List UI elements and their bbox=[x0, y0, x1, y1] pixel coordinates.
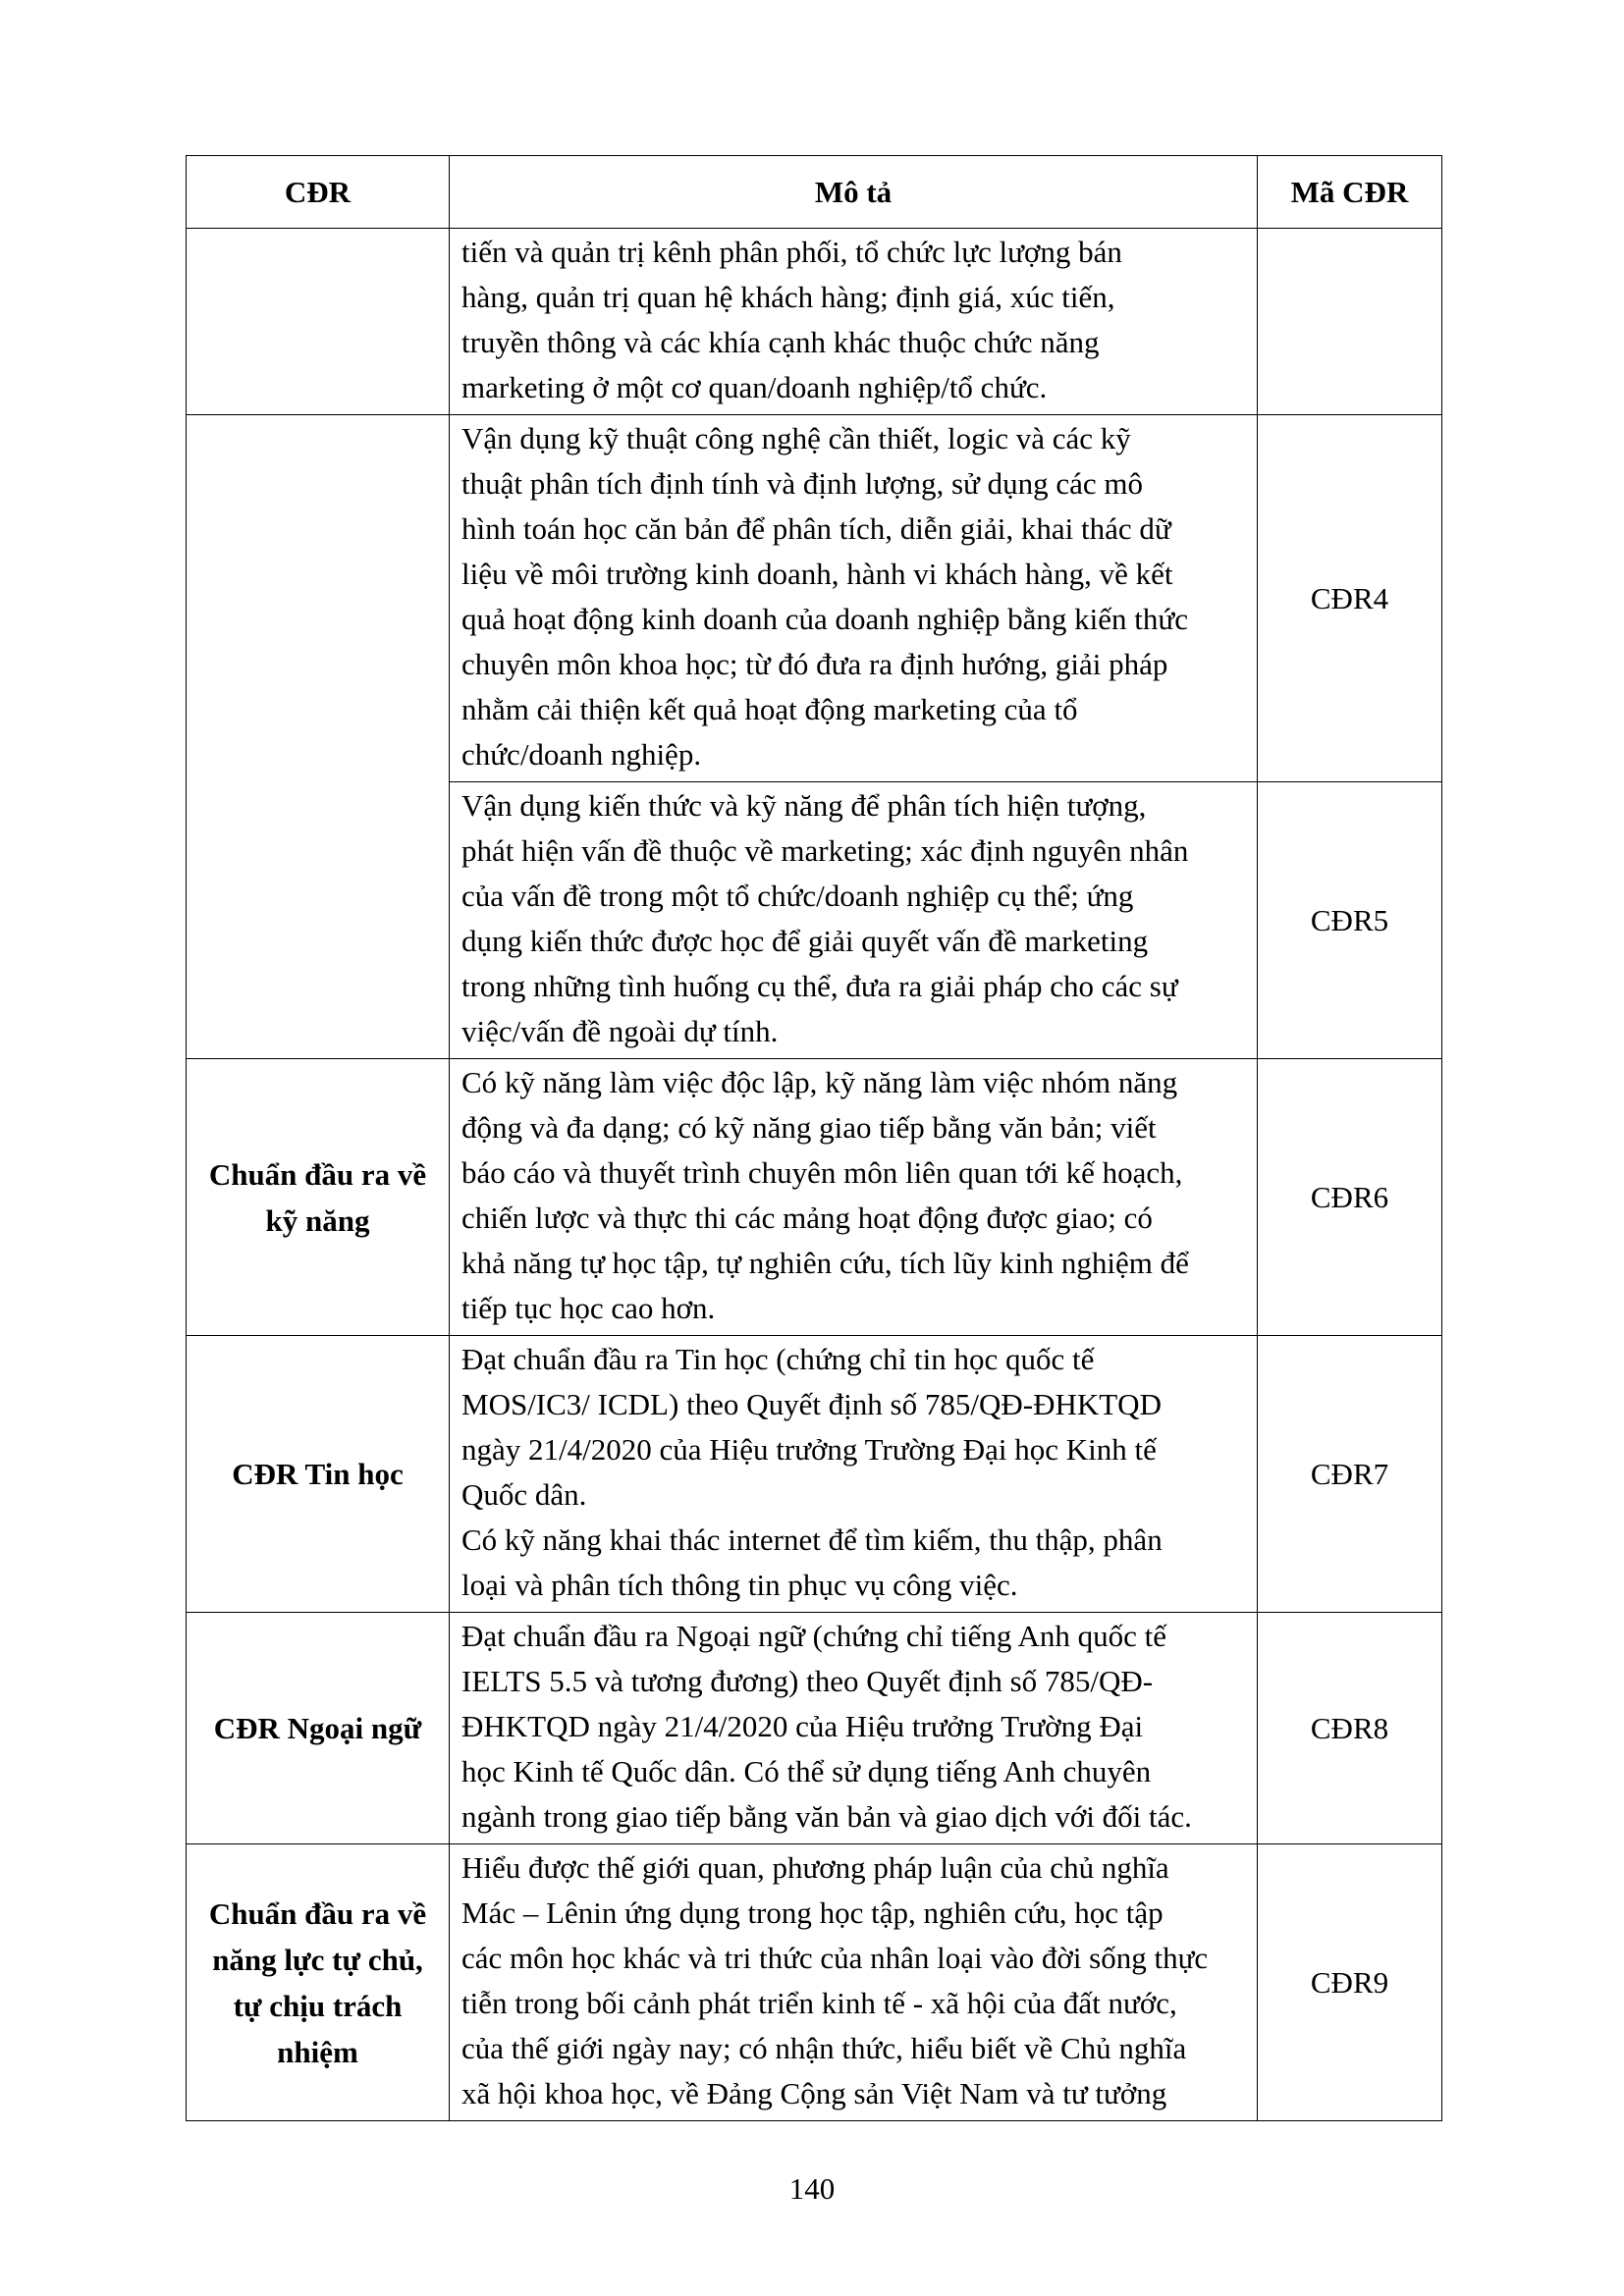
description-line: quả hoạt động kinh doanh của doanh nghiệp bằng kiến thức bbox=[461, 602, 1188, 636]
description-cell bbox=[450, 415, 1258, 782]
page-number: 140 bbox=[788, 2171, 836, 2206]
header-cdr: CĐR bbox=[187, 156, 450, 229]
description-cell bbox=[450, 1613, 1258, 1844]
description-line: Vận dụng kiến thức và kỹ năng để phân tích hiện tượng, bbox=[461, 788, 1147, 823]
table-row bbox=[187, 1844, 1442, 2121]
description-line: ngành trong giao tiếp bằng văn bản và giao dịch với đối tác. bbox=[461, 1799, 1192, 1834]
description-line: loại và phân tích thông tin phục vụ công việc. bbox=[461, 1568, 1018, 1602]
table-row bbox=[187, 229, 1442, 415]
description-line: xã hội khoa học, về Đảng Cộng sản Việt Nam và tư tưởng bbox=[461, 2076, 1167, 2110]
description-line: IELTS 5.5 và tương đương) theo Quyết định số 785/QĐ- bbox=[461, 1664, 1154, 1698]
description-line: tiếp tục học cao hơn. bbox=[461, 1291, 716, 1325]
description-cell bbox=[450, 1059, 1258, 1336]
description-cell bbox=[450, 1336, 1258, 1613]
description-line: tiễn trong bối cảnh phát triển kinh tế - xã hội của đất nước, bbox=[461, 1986, 1177, 2020]
description-line: MOS/IC3/ ICDL) theo Quyết định số 785/QĐ-ĐHKTQD bbox=[461, 1387, 1162, 1421]
table-body bbox=[187, 229, 1442, 2121]
description-line: truyền thông và các khía cạnh khác thuộc chức năng bbox=[461, 325, 1100, 359]
description-line: nhằm cải thiện kết quả hoạt động marketing của tổ bbox=[461, 692, 1078, 726]
description-line: động và đa dạng; có kỹ năng giao tiếp bằng văn bản; viết bbox=[461, 1110, 1157, 1145]
description-line: chiến lược và thực thi các mảng hoạt động được giao; có bbox=[461, 1201, 1153, 1235]
description-line: Có kỹ năng khai thác internet để tìm kiếm, thu thập, phân bbox=[461, 1522, 1163, 1557]
description-line: Đạt chuẩn đầu ra Ngoại ngữ (chứng chỉ tiếng Anh quốc tế bbox=[461, 1619, 1166, 1653]
description-line: học Kinh tế Quốc dân. Có thể sử dụng tiếng Anh chuyên bbox=[461, 1754, 1152, 1789]
table-row bbox=[187, 1059, 1442, 1336]
description-line: trong những tình huống cụ thể, đưa ra giải pháp cho các sự bbox=[461, 969, 1178, 1003]
outcome-group-label-line: kỹ năng bbox=[265, 1202, 370, 1238]
outcome-group-label-line: Chuẩn đầu ra về bbox=[208, 1156, 427, 1192]
outcome-code-cell: CĐR7 bbox=[1258, 1336, 1442, 1613]
description-line: việc/vấn đề ngoài dự tính. bbox=[461, 1014, 779, 1048]
description-cell bbox=[450, 1844, 1258, 2121]
outcome-code-cell bbox=[1258, 229, 1442, 415]
description-line: dụng kiến thức được học để giải quyết vấn đề marketing bbox=[461, 924, 1149, 958]
outcome-group-label-line: tự chịu trách bbox=[233, 1988, 403, 2023]
table-row bbox=[187, 1336, 1442, 1613]
header-description: Mô tả bbox=[450, 156, 1258, 229]
header-code: Mã CĐR bbox=[1258, 156, 1442, 229]
description-line: các môn học khác và tri thức của nhân loại vào đời sống thực bbox=[461, 1941, 1209, 1975]
description-line: Có kỹ năng làm việc độc lập, kỹ năng làm việc nhóm năng bbox=[461, 1065, 1178, 1099]
outcome-group-cell bbox=[187, 1336, 450, 1613]
outcome-code-cell: CĐR8 bbox=[1258, 1613, 1442, 1844]
description-line: phát hiện vấn đề thuộc về marketing; xác định nguyên nhân bbox=[461, 833, 1189, 868]
outcome-group-cell bbox=[187, 229, 450, 415]
description-line: báo cáo và thuyết trình chuyên môn liên quan tới kế hoạch, bbox=[461, 1155, 1183, 1190]
description-line: ĐHKTQD ngày 21/4/2020 của Hiệu trưởng Trường Đại bbox=[461, 1709, 1144, 1743]
description-line: của vấn đề trong một tổ chức/doanh nghiệp cụ thể; ứng bbox=[461, 879, 1134, 913]
description-line: Vận dụng kỹ thuật công nghệ cần thiết, logic và các kỹ bbox=[461, 421, 1131, 455]
description-line: hàng, quản trị quan hệ khách hàng; định giá, xúc tiến, bbox=[461, 280, 1115, 314]
description-line: khả năng tự học tập, tự nghiên cứu, tích lũy kinh nghiệm để bbox=[461, 1246, 1189, 1280]
description-line: thuật phân tích định tính và định lượng, sử dụng các mô bbox=[461, 466, 1144, 501]
outcome-code-cell: CĐR5 bbox=[1258, 782, 1442, 1059]
outcome-group-cell bbox=[187, 415, 450, 1059]
description-line: Mác – Lênin ứng dụng trong học tập, nghiên cứu, học tập bbox=[461, 1896, 1164, 1930]
outcome-group-label-line: Chuẩn đầu ra về bbox=[208, 1896, 427, 1931]
description-line: chuyên môn khoa học; từ đó đưa ra định hướng, giải pháp bbox=[461, 647, 1168, 681]
table-row bbox=[187, 415, 1442, 782]
outcome-code-cell: CĐR9 bbox=[1258, 1844, 1442, 2121]
table-row bbox=[187, 1613, 1442, 1844]
outcome-code-cell: CĐR6 bbox=[1258, 1059, 1442, 1336]
description-line: ngày 21/4/2020 của Hiệu trưởng Trường Đại học Kinh tế bbox=[461, 1432, 1157, 1467]
description-cell bbox=[450, 229, 1258, 415]
description-cell bbox=[450, 782, 1258, 1059]
outcome-group-cell bbox=[187, 1059, 450, 1336]
outcome-group-label-line: năng lực tự chủ, bbox=[212, 1942, 423, 1977]
learning-outcomes-table bbox=[186, 155, 1442, 2121]
outcome-group-label-line: CĐR Ngoại ngữ bbox=[213, 1711, 422, 1745]
description-line: hình toán học căn bản để phân tích, diễn giải, khai thác dữ bbox=[461, 511, 1171, 546]
outcome-group-label-line: CĐR Tin học bbox=[232, 1457, 404, 1491]
description-line: tiến và quản trị kênh phân phối, tổ chức lực lượng bán bbox=[461, 235, 1122, 269]
description-line: Quốc dân. bbox=[461, 1477, 587, 1512]
outcome-group-cell bbox=[187, 1844, 450, 2121]
description-line: marketing ở một cơ quan/doanh nghiệp/tổ chức. bbox=[461, 370, 1048, 404]
description-line: liệu về môi trường kinh doanh, hành vi khách hàng, về kết bbox=[461, 557, 1173, 591]
outcome-group-cell bbox=[187, 1613, 450, 1844]
outcome-group-label-line: nhiệm bbox=[277, 2034, 358, 2069]
outcome-code-cell: CĐR4 bbox=[1258, 415, 1442, 782]
description-line: của thế giới ngày nay; có nhận thức, hiểu biết về Chủ nghĩa bbox=[461, 2031, 1187, 2065]
table-header-row bbox=[187, 156, 1442, 229]
description-line: chức/doanh nghiệp. bbox=[461, 737, 702, 772]
description-line: Hiểu được thế giới quan, phương pháp luận của chủ nghĩa bbox=[461, 1850, 1169, 1885]
description-line: Đạt chuẩn đầu ra Tin học (chứng chỉ tin học quốc tế bbox=[461, 1342, 1095, 1376]
